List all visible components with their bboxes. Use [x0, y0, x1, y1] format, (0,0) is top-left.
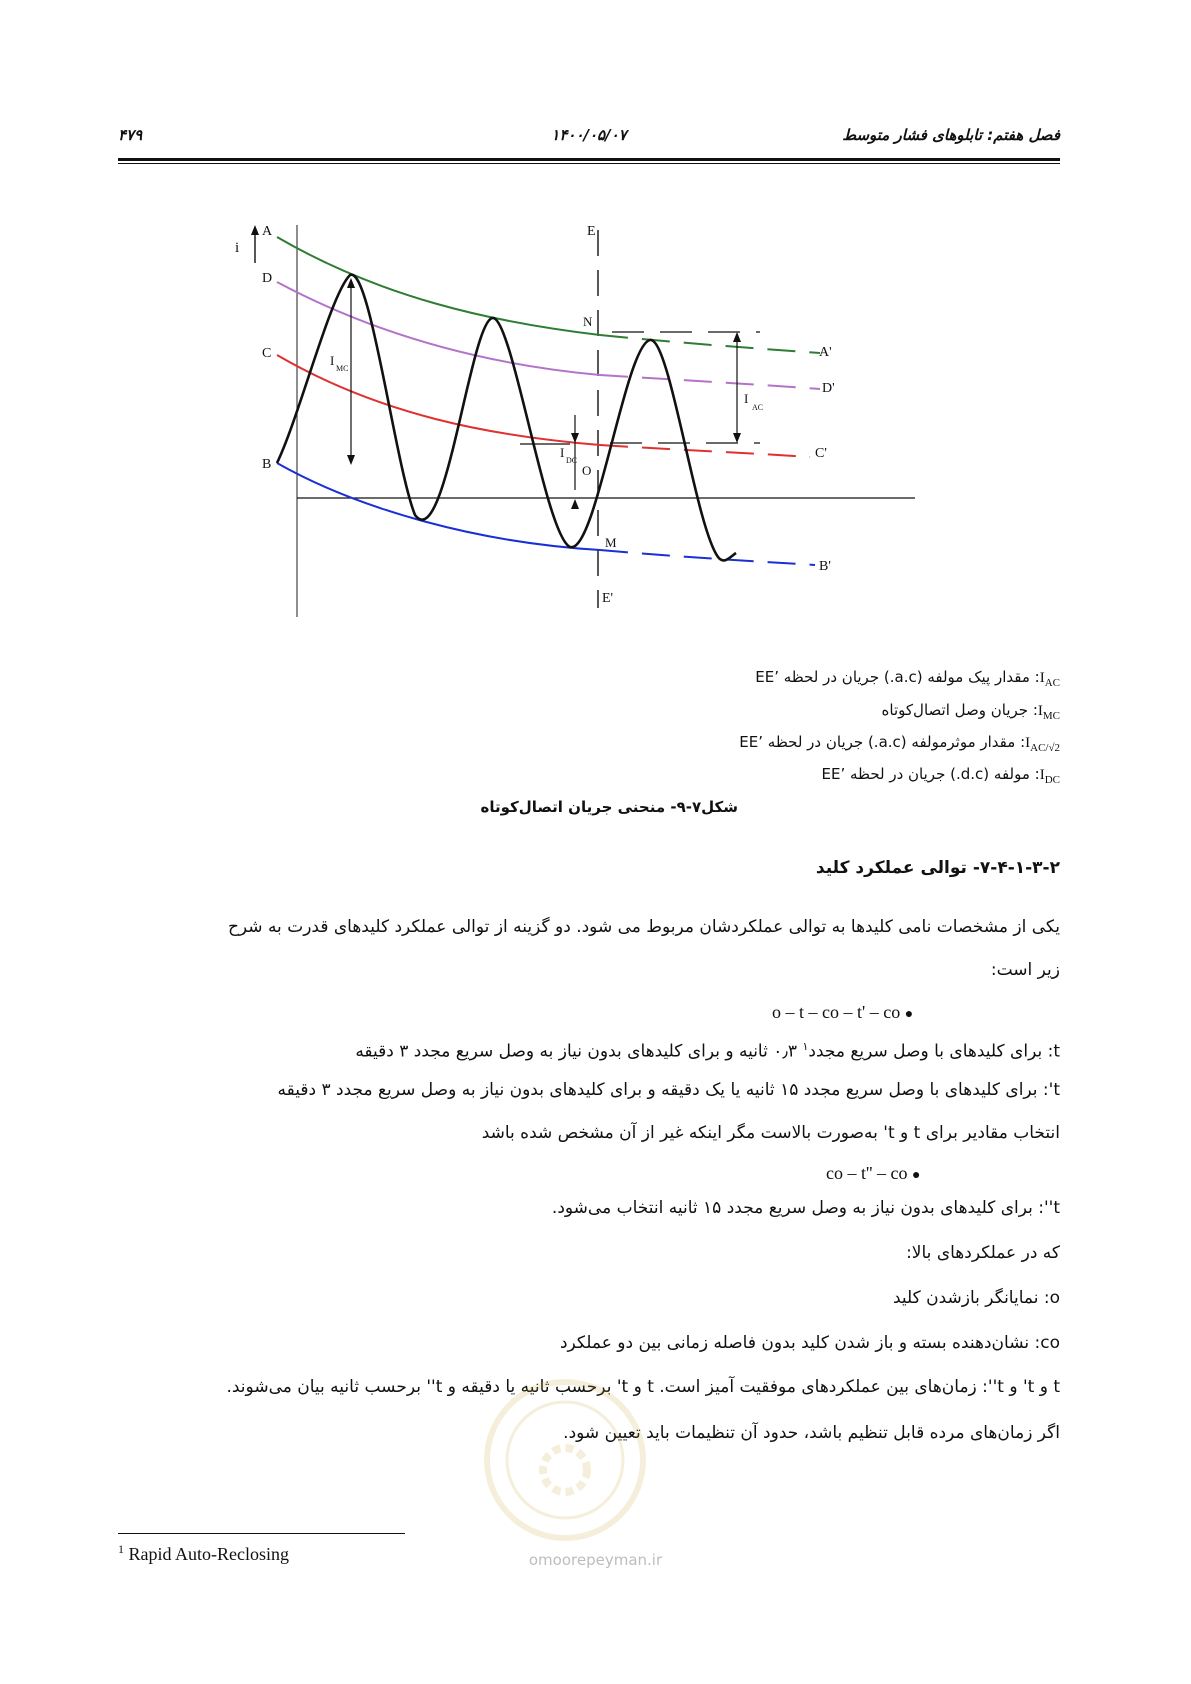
legend-iac — [540, 668, 1060, 689]
curve-A-dashed — [600, 335, 820, 353]
idc-arrow-bottom — [571, 499, 579, 509]
legend-text: : مقدار پیک مولفه (a.c.) جریان در لحظه ’EE — [755, 668, 1040, 686]
label-E-prime: E' — [602, 591, 614, 606]
formula-2 — [826, 1163, 920, 1184]
dead-time-note: اگر زمان‌های مرده قابل تنظیم باشد، حدود آن تنظیمات باید تعیین شود. — [563, 1423, 1060, 1443]
curve-D-dashed — [600, 375, 820, 389]
curve-A — [277, 237, 600, 335]
t-definition — [118, 1032, 1060, 1067]
label-O: O — [582, 463, 592, 478]
label-N: N — [583, 314, 593, 329]
legend-sub: MC — [1042, 710, 1060, 722]
label-B: B — [262, 457, 272, 472]
label-idc: I — [560, 445, 565, 460]
formula-2-text: co – t'' – co — [826, 1163, 908, 1183]
o-definition: o: نمایانگر بازشدن کلید — [892, 1288, 1060, 1308]
times-definition: t و t' و t'': زمان‌های بین عملکردهای موفقیت آمیز است. t و t' برحسب ثانیه یا دقیقه و t'' برحسب ثانیه بیان می‌شوند. — [226, 1377, 1060, 1397]
short-circuit-wave — [277, 275, 736, 561]
footnote-text: Rapid Auto-Reclosing — [124, 1544, 289, 1564]
legend-symbol: I — [1039, 767, 1045, 783]
imc-arrow-bottom — [347, 455, 355, 465]
current-arrow-head — [251, 225, 259, 235]
iac-arrow-bottom — [733, 433, 741, 443]
header-rule-thin — [118, 163, 1060, 164]
legend-sub: AC/√2 — [1030, 742, 1060, 754]
curve-C-dashed — [600, 445, 810, 457]
header-date: ۱۴۰۰/۰۵/۰۷ — [551, 126, 627, 144]
page-header — [118, 118, 1060, 148]
label-imc: I — [330, 353, 335, 368]
imc-arrow-top — [347, 278, 355, 288]
legend-sub: DC — [1044, 774, 1060, 786]
t-prime-definition: t': برای کلیدهای با وصل سریع مجدد ۱۵ ثانیه یا یک دقیقه و برای کلیدهای بدون نیاز به وصل سریع مجدد ۳ دقیقه — [277, 1080, 1060, 1100]
iac-arrow-top — [733, 332, 741, 342]
operations-intro: که در عملکردهای بالا: — [906, 1243, 1060, 1263]
label-idc-sub: DC — [566, 456, 578, 465]
intro-line-1: یکی از مشخصات نامی کلیدها به توالی عملکردشان مربوط می شود. دو گزینه از توالی عملکرد کلیدهای قدرت به شرح — [227, 917, 1060, 937]
legend-text: : مقدار موثرمولفه (a.c.) جریان در لحظه ’EE — [739, 733, 1026, 751]
label-C-prime: C' — [815, 446, 827, 461]
label-iac-sub: AC — [752, 403, 764, 412]
label-i: i — [235, 240, 240, 256]
formula-1-text: o – t – co – t' – co — [772, 1002, 901, 1022]
label-B-prime: B' — [819, 559, 831, 574]
footnote-number: 1 — [118, 1542, 124, 1556]
co-definition: co: نشان‌دهنده بسته و باز شدن کلید بدون فاصله زمانی بین دو عملکرد — [559, 1333, 1060, 1353]
t-definition-b: ۰٫۳ ثانیه و برای کلیدهای بدون نیاز به وصل سریع مجدد ۳ دقیقه — [355, 1041, 803, 1062]
watermark-site: omoorepeyman.ir — [528, 1551, 663, 1569]
label-A-prime: A' — [819, 345, 832, 360]
label-M: M — [605, 535, 617, 550]
legend-iac-rms — [540, 733, 1060, 754]
t-double-prime-definition: t'': برای کلیدهای بدون نیاز به وصل سریع مجدد ۱۵ ثانیه انتخاب می‌شود. — [551, 1198, 1060, 1218]
curve-B-dashed — [600, 550, 815, 565]
bullet-icon: ● — [904, 1007, 914, 1022]
section-heading: ۷-۴-۱-۳-۲- توالی عملکرد کلید — [815, 858, 1060, 878]
label-A: A — [262, 225, 273, 239]
bullet-icon: ● — [911, 1168, 921, 1183]
label-D: D — [262, 271, 273, 286]
selection-note: انتخاب مقادیر برای t و t' به‌صورت بالاست مگر اینکه غیر از آن مشخص شده باشد — [481, 1123, 1060, 1143]
legend-sub: AC — [1044, 677, 1060, 689]
legend-text: : جریان وصل اتصال‌کوتاه — [881, 701, 1038, 719]
formula-1 — [772, 1002, 913, 1023]
header-rule-thick — [118, 158, 1060, 161]
label-E: E — [587, 225, 596, 239]
label-imc-sub: MC — [336, 364, 349, 373]
footnote-rule — [118, 1533, 405, 1534]
legend-text: : مولفه (d.c.) جریان در لحظه ’EE — [821, 765, 1040, 783]
footnote-ref: ۱ — [802, 1040, 809, 1053]
legend-imc — [540, 701, 1060, 722]
legend-symbol: I — [1039, 670, 1045, 686]
t-definition-a: t: برای کلیدهای با وصل سریع مجدد — [808, 1041, 1060, 1062]
label-iac: I — [744, 391, 749, 406]
short-circuit-current-figure — [230, 225, 930, 665]
legend-idc — [540, 765, 1060, 786]
watermark-logo — [475, 1375, 655, 1545]
label-C: C — [262, 346, 272, 361]
intro-line-2: زیر است: — [990, 960, 1060, 980]
figure-caption: شکل۷-۹- منحنی جریان اتصال‌کوتاه — [480, 798, 738, 816]
label-D-prime: D' — [822, 381, 835, 396]
page-number: ۴۷۹ — [118, 126, 143, 144]
footnote — [118, 1542, 289, 1565]
legend-symbol: I — [1037, 703, 1043, 719]
chapter-title: فصل هفتم: تابلوهای فشار متوسط — [842, 126, 1060, 144]
legend-symbol: I — [1025, 735, 1031, 751]
